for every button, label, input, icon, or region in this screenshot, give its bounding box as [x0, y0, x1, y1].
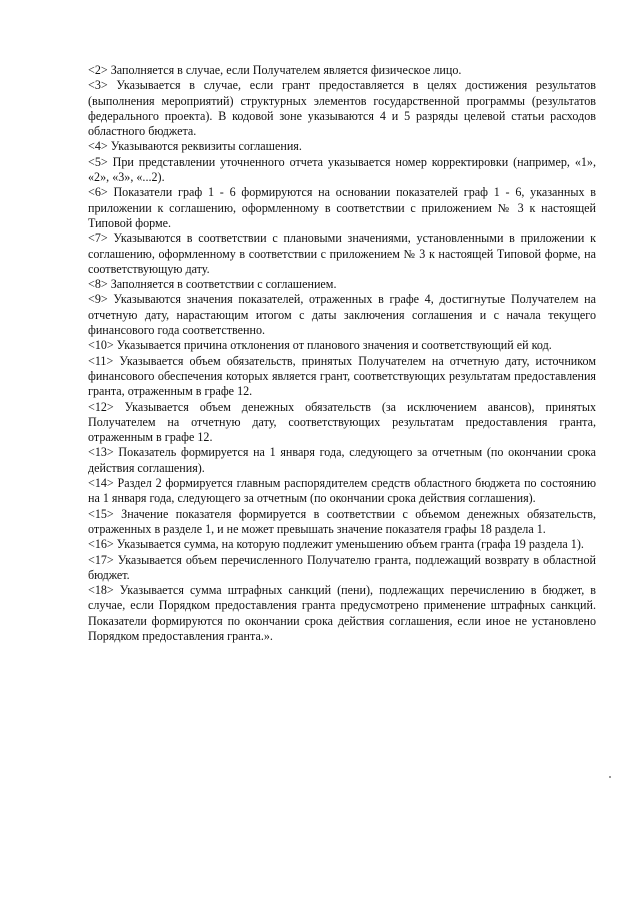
- footnote-10: <10> Указывается причина отклонения от планового значения и соответствующий ей код.: [88, 338, 552, 353]
- footnote-15: <15> Значение показателя формируется в соответствии с объемом денежных обязательств, отраженных в разделе 1, и не может превышать значение показателя графы 18 раздела 1.: [88, 506, 596, 536]
- footnote-3: <3> Указывается в случае, если грант предоставляется в целях достижения результатов (выполнения мероприятий) структурных элементов государственной программы (результатов федерального проекта). В кодовой зоне указываются 4 и 5 разряды целевой статьи расходов областного бюджета.: [88, 78, 596, 139]
- footnote-2: <2> Заполняется в случае, если Получателем является физическое лицо.: [88, 63, 462, 77]
- footnote-14: <14> Раздел 2 формируется главным распорядителем средств областного бюджета по состоянию на 1 января года, следующего за отчетным (по окончании срока действия соглашения).: [88, 476, 596, 506]
- footnote-11: <11> Указывается объем обязательств, принятых Получателем на отчетную дату, источником финансового обеспечения которых является грант, соответствующих результатам предоставления гранта, отраженным в графе 12.: [88, 353, 596, 399]
- footnote-12: <12> Указывается объем денежных обязательств (за исключением авансов), принятых Получателем на отчетную дату, соответствующих результатам предоставления гранта, отраженным в графе 12.: [88, 399, 596, 445]
- footnote-7: <7> Указываются в соответствии с плановыми значениями, установленными в приложении к соглашению, оформленному в соответствии с приложением № 3 к настоящей Типовой форме, на соответствующую дату.: [88, 231, 596, 276]
- footnote-5: <5> При представлении уточненного отчета указывается номер корректировки (например, «1», «2», «3», «...2).: [88, 154, 596, 185]
- footnote-4: <4> Указываются реквизиты соглашения.: [88, 139, 302, 154]
- footnote-9: <9> Указываются значения показателей, отраженных в графе 4, достигнутые Получателем на отчетную дату, нарастающим итогом с даты заключения соглашения и с начала текущего финансового года соответственно.: [88, 292, 596, 338]
- scan-speck: [609, 776, 611, 778]
- footnote-13: <13> Показатель формируется на 1 января года, следующего за отчетным (по окончании срока действия соглашения).: [88, 445, 596, 475]
- footnote-8: <8> Заполняется в соответствии с соглашением.: [88, 277, 337, 292]
- footnotes-block: [88, 63, 596, 644]
- footnote-18: <18> Указывается сумма штрафных санкций (пени), подлежащих перечислению в бюджет, в случае, если Порядком предоставления гранта предусмотрено применение штрафных санкций. Показатели формируются по окончании срока действия соглашения, если иное не установлено Порядком предоставления гранта.».: [88, 583, 596, 643]
- footnote-17: <17> Указывается объем перечисленного Получателю гранта, подлежащий возврату в областной бюджет.: [88, 552, 596, 582]
- footnote-16: <16> Указывается сумма, на которую подлежит уменьшению объем гранта (графа 19 раздела 1).: [88, 537, 584, 552]
- footnote-6: <6> Показатели граф 1 - 6 формируются на основании показателей граф 1 - 6, указанных в приложении к соглашению, оформленному в соответствии с приложением № 3 к настоящей Типовой форме.: [88, 185, 596, 230]
